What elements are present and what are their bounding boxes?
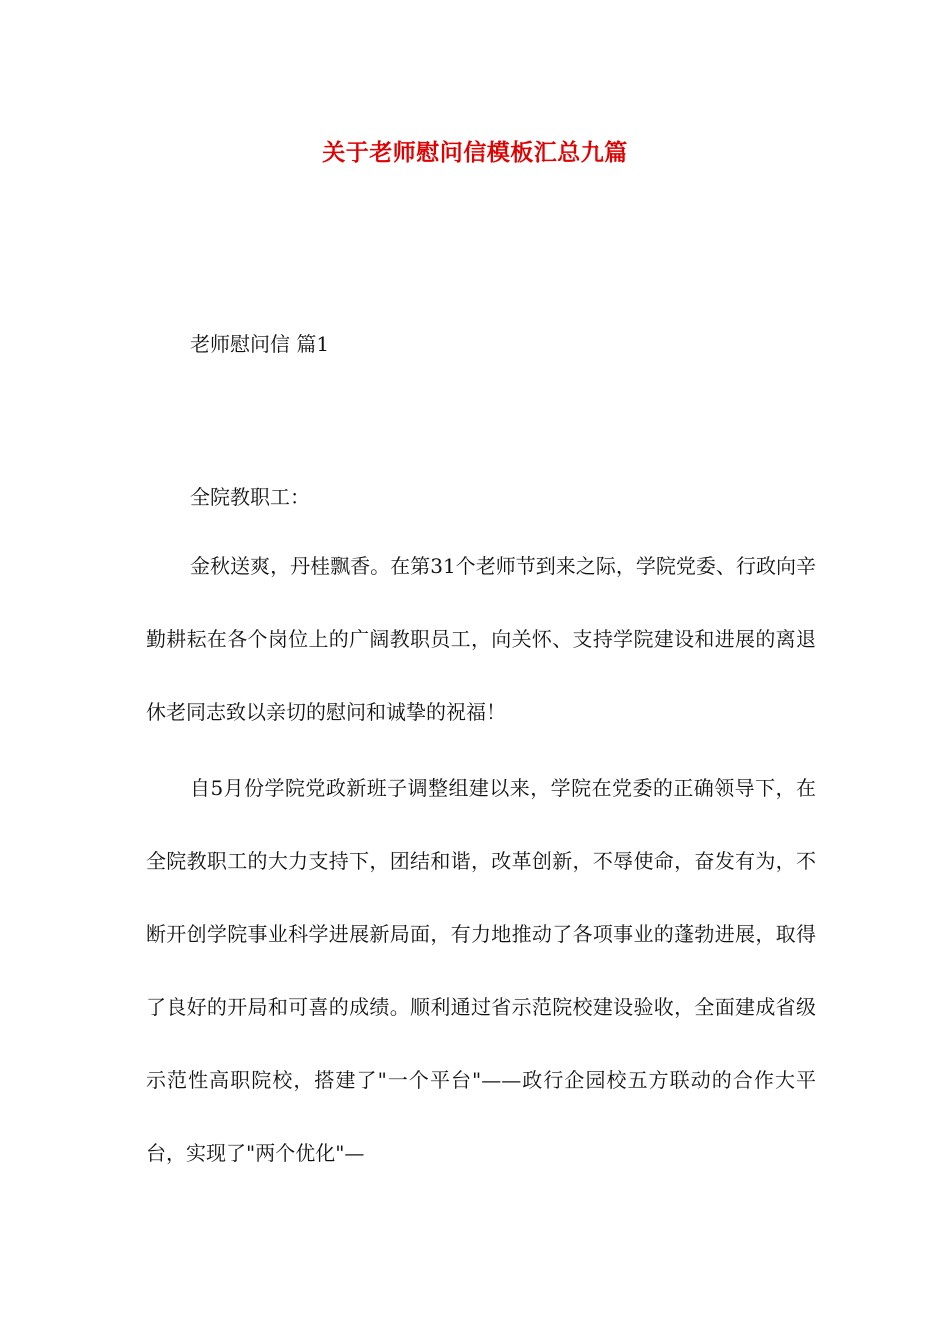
- paragraph-1: 金秋送爽，丹桂飘香。在第31个老师节到来之际，学院党委、行政向辛勤耕耘在各个岗位上的广阔教职员工，向关怀、支持学院建设和进展的离退休老同志致以亲切的慰问和诚挚的祝福！: [146, 554, 816, 724]
- section-heading: 老师慰问信 篇1: [190, 332, 330, 356]
- document-title: 关于老师慰问信模板汇总九篇: [322, 139, 628, 166]
- salutation: 全院教职工：: [190, 485, 310, 509]
- paragraph-2: 自5月份学院党政新班子调整组建以来，学院在党委的正确领导下，在全院教职工的大力支持下，团结和谐，改革创新，不辱使命，奋发有为，不断开创学院事业科学进展新局面，有力地推动了各项事业的蓬勃进展，取得了良好的开局和可喜的成绩。顺利通过省示范院校建设验收，全面建成省级示范性高职院校，搭建了"一个平台"——政行企园校五方联动的合作大平台，实现了"两个优化"—: [146, 776, 816, 1165]
